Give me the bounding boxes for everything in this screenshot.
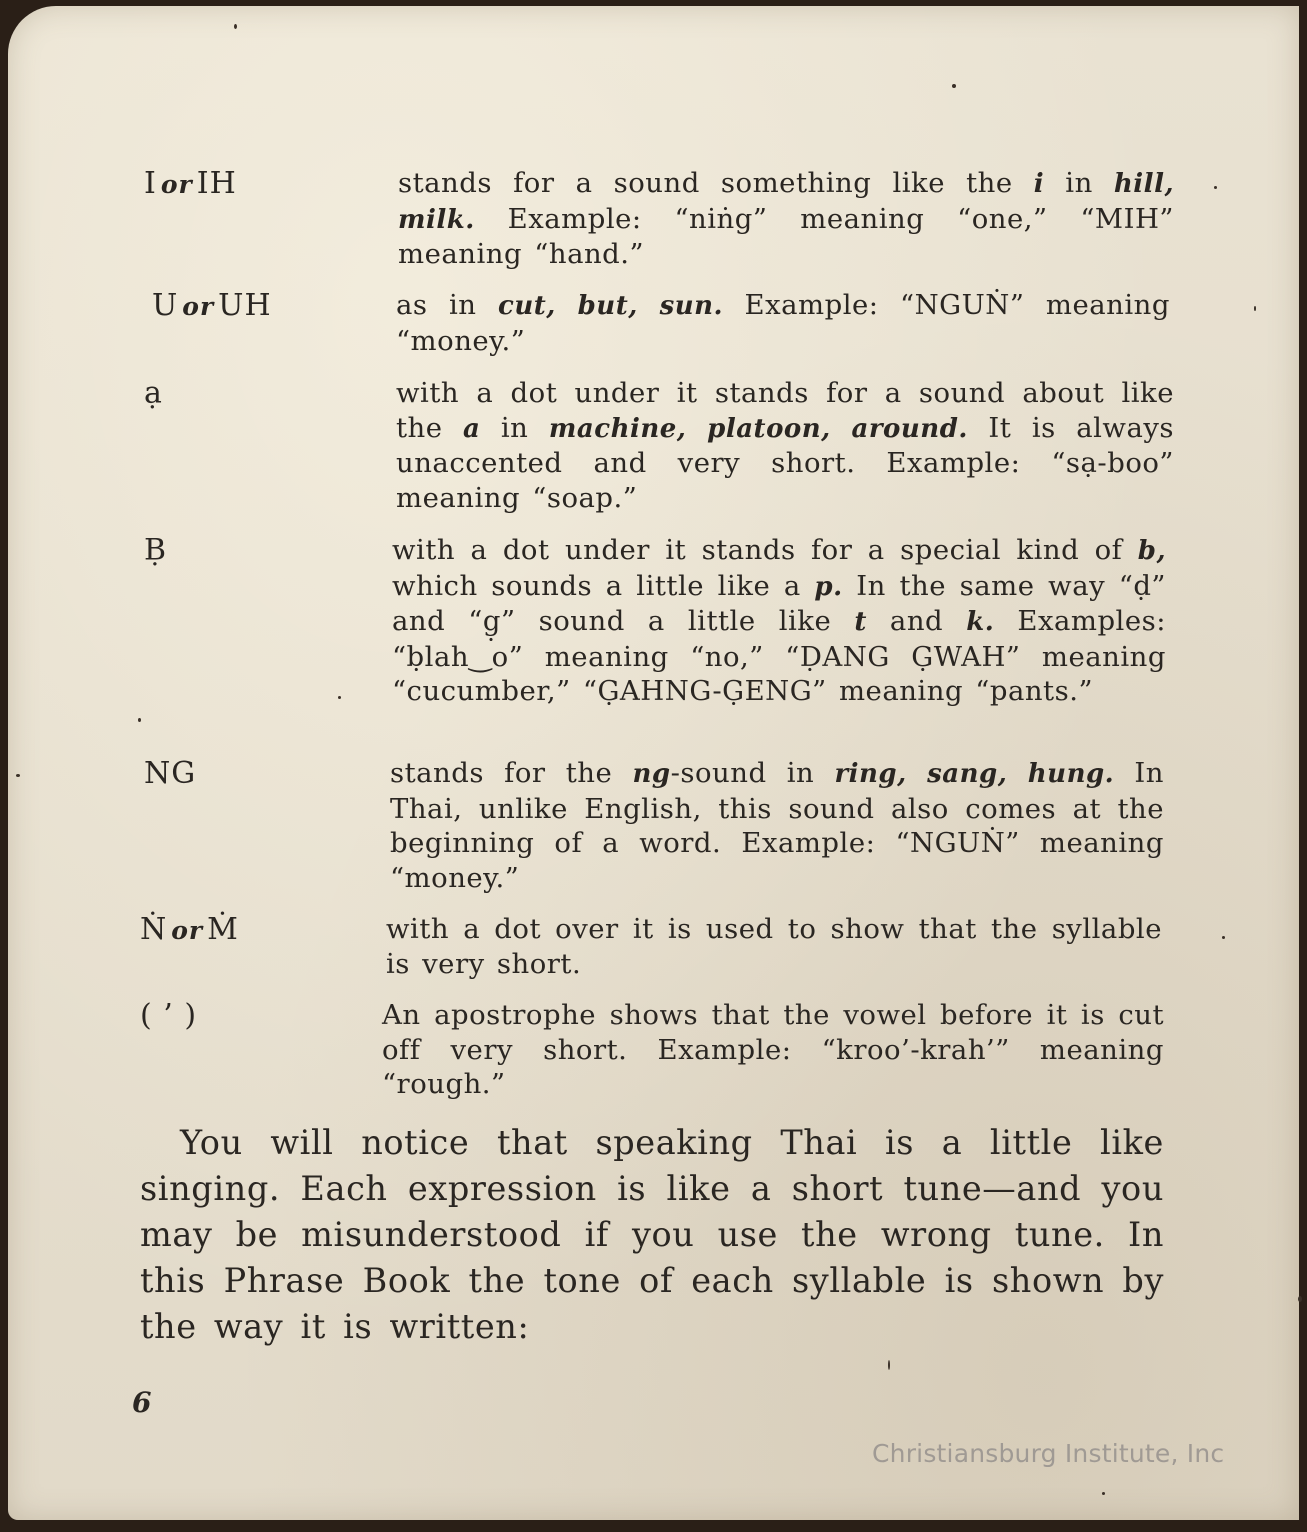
tone-paragraph: You will notice that speaking Thai is a little like singing. Each expression is like a short tune—and you may be misunderstood if you use the wrong tune. In this Phrase Book the tone of each syllable is shown by the way it is written:: [140, 1123, 1164, 1346]
entry-definition: [396, 376, 1174, 515]
definition-text: In the same way “ḍ” and “g̣” sound a little like: [392, 569, 1166, 637]
definition-text: It is always unaccented and very short. Example: “sạ-boo” meaning “soap.”: [396, 411, 1175, 514]
paper-speck: [138, 718, 141, 722]
watermark-text: Christiansburg Institute, Inc: [872, 1439, 1225, 1468]
definition-text: in: [1044, 167, 1114, 199]
term-main: I: [144, 166, 157, 201]
term-or: or: [160, 170, 193, 199]
definition-text: and: [866, 605, 967, 637]
definition-italic: hill, milk.: [398, 169, 1174, 235]
entry-term: [152, 288, 272, 323]
definition-text: stands for the: [390, 757, 633, 789]
entry-definition: [386, 912, 1162, 981]
term-or: or: [171, 916, 204, 945]
term-alt: UH: [218, 288, 272, 323]
definition-text: which sounds a little like a: [392, 569, 815, 602]
entry-term: [140, 998, 197, 1033]
entry-term: [140, 912, 239, 947]
entry-definition: [382, 998, 1164, 1102]
definition-text: with a dot over it is used to show that the syllable is very short.: [386, 913, 1162, 980]
paper-speck: [1214, 186, 1217, 189]
definition-italic: ng: [632, 759, 671, 789]
paper-speck: [234, 24, 237, 29]
term-main: ( ’ ): [140, 998, 198, 1033]
term-alt: Ṁ: [207, 912, 239, 947]
term-main: NG: [144, 756, 197, 791]
definition-text: Examples: “ḅlah‿o” meaning “no,” “ḌANG G̣WAH” meaning “cucumber,” “G̣AHNG-G̣ENG” meaning “pants.”: [392, 605, 1167, 707]
page-number: 6: [132, 1386, 152, 1419]
definition-italic: i: [1033, 169, 1045, 199]
paper-speck: [952, 84, 956, 88]
definition-text: stands for a sound something like the: [398, 167, 1034, 199]
term-main: Ḅ: [144, 533, 168, 568]
paper-speck: [1222, 936, 1225, 939]
definition-text: An apostrophe shows that the vowel before it is cut off very short. Example: “kroo’-krah’” meaning “rough.”: [382, 999, 1164, 1100]
definition-italic: machine, platoon, around.: [548, 413, 968, 444]
definition-italic: cut, but, sun.: [498, 291, 724, 321]
term-main: ạ: [144, 376, 163, 411]
term-main: Ṅ: [140, 912, 168, 947]
entry-definition: [392, 533, 1166, 709]
definition-italic: b,: [1137, 536, 1166, 566]
definition-text: -sound in: [670, 757, 835, 789]
paper-speck: [888, 1360, 890, 1370]
definition-text: in: [480, 411, 549, 444]
entry-term: [144, 166, 237, 201]
definition-text: with a dot under it stands for a sound about like the: [396, 377, 1174, 444]
term-alt: IH: [196, 166, 237, 201]
definition-text: with a dot under it stands for a special kind of: [392, 534, 1138, 566]
term-main: U: [152, 288, 179, 323]
definition-italic: p.: [814, 571, 843, 602]
book-page: [8, 6, 1299, 1520]
paper-speck: [1298, 1296, 1302, 1302]
paper-speck: [16, 774, 20, 777]
entry-definition: [398, 166, 1174, 272]
definition-text: Example: “NGUṄ” meaning “money.”: [396, 289, 1170, 357]
paper-speck: [338, 696, 341, 699]
entry-term: [144, 756, 196, 791]
definition-italic: k.: [966, 607, 995, 637]
entry-term: [144, 376, 163, 411]
definition-text: as in: [396, 289, 499, 321]
entry-definition: [390, 756, 1164, 895]
term-or: or: [182, 292, 215, 321]
definition-italic: a: [463, 413, 481, 444]
definition-text: Example: “niṅg” meaning “one,” “MIH” meaning “hand.”: [398, 202, 1174, 270]
paper-speck: [1254, 306, 1256, 311]
definition-italic: t: [854, 607, 867, 637]
definition-text: In Thai, unlike English, this sound also comes at the beginning of a word. Example: “NGUṄ” meaning “money.”: [390, 757, 1164, 894]
entry-definition: [396, 288, 1170, 358]
entry-term: [144, 533, 167, 568]
paper-speck: [1102, 1492, 1105, 1495]
definition-italic: ring, sang, hung.: [834, 759, 1115, 789]
